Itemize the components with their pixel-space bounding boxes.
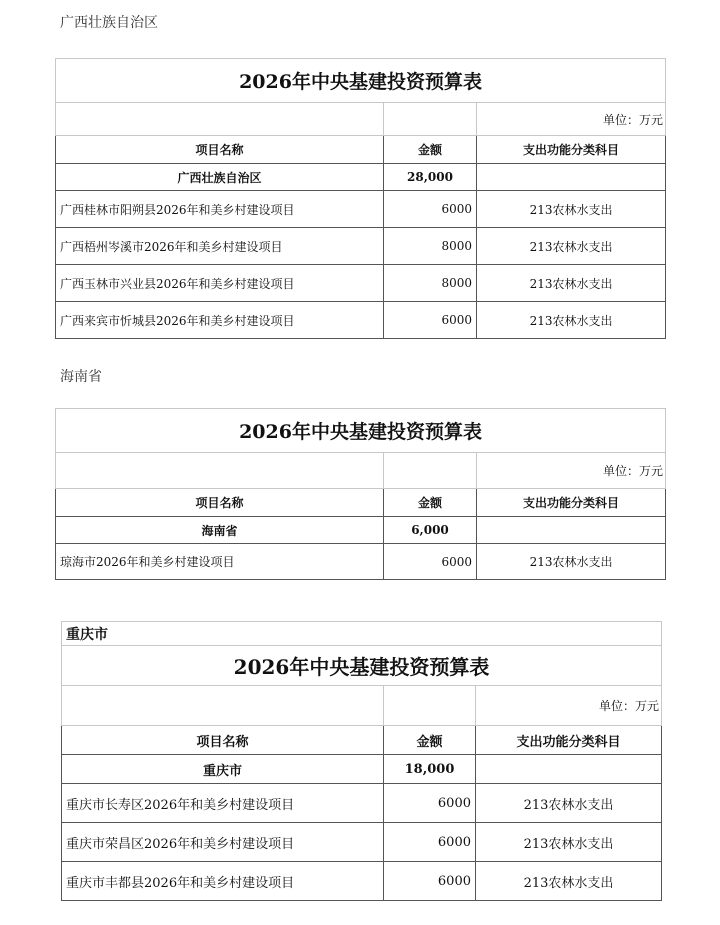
project-name: 广西玉林市兴业县2026年和美乡村建设项目 [56, 265, 384, 302]
budget-table-chongqing [61, 621, 662, 901]
project-category: 213农林水支出 [477, 544, 666, 580]
total-row [56, 164, 666, 191]
project-amount: 6000 [384, 302, 477, 339]
header-category: 支出功能分类科目 [477, 489, 666, 517]
header-amount: 金额 [384, 489, 477, 517]
table-row [56, 544, 666, 580]
project-amount: 6000 [384, 191, 477, 228]
project-name: 重庆市长寿区2026年和美乡村建设项目 [62, 784, 384, 823]
project-amount: 6000 [384, 862, 476, 901]
table-title: 2026年中央基建投资预算表 [62, 646, 662, 686]
region-label-chongqing: 重庆市 [62, 622, 662, 646]
project-name: 广西来宾市忻城县2026年和美乡村建设项目 [56, 302, 384, 339]
table-title: 2026年中央基建投资预算表 [56, 409, 666, 453]
budget-table-guangxi [55, 58, 666, 339]
total-name: 广西壮族自治区 [56, 164, 384, 191]
total-amount: 18,000 [384, 755, 476, 784]
project-amount: 6000 [384, 823, 476, 862]
header-category: 支出功能分类科目 [477, 136, 666, 164]
project-name: 广西梧州岑溪市2026年和美乡村建设项目 [56, 228, 384, 265]
project-amount: 8000 [384, 228, 477, 265]
project-category: 213农林水支出 [476, 784, 662, 823]
table-row [62, 823, 662, 862]
budget-table-hainan [55, 408, 666, 580]
total-row [56, 517, 666, 544]
project-name: 广西桂林市阳朔县2026年和美乡村建设项目 [56, 191, 384, 228]
project-category: 213农林水支出 [477, 191, 666, 228]
table-row [62, 784, 662, 823]
project-category: 213农林水支出 [476, 862, 662, 901]
project-amount: 8000 [384, 265, 477, 302]
total-amount: 28,000 [384, 164, 477, 191]
project-category: 213农林水支出 [476, 823, 662, 862]
table-row [62, 862, 662, 901]
project-amount: 6000 [384, 544, 477, 580]
total-name: 海南省 [56, 517, 384, 544]
table-row [56, 228, 666, 265]
header-amount: 金额 [384, 726, 476, 755]
total-amount: 6,000 [384, 517, 477, 544]
table-row [56, 265, 666, 302]
project-amount: 6000 [384, 784, 476, 823]
project-category: 213农林水支出 [477, 228, 666, 265]
project-name: 琼海市2026年和美乡村建设项目 [56, 544, 384, 580]
unit-label: 单位：万元 [477, 103, 666, 136]
unit-label: 单位：万元 [477, 453, 666, 489]
header-project-name: 项目名称 [56, 489, 384, 517]
header-project-name: 项目名称 [56, 136, 384, 164]
header-amount: 金额 [384, 136, 477, 164]
total-name: 重庆市 [62, 755, 384, 784]
header-category: 支出功能分类科目 [476, 726, 662, 755]
project-name: 重庆市丰都县2026年和美乡村建设项目 [62, 862, 384, 901]
header-project-name: 项目名称 [62, 726, 384, 755]
region-label-guangxi: 广西壮族自治区 [60, 15, 158, 31]
table-row [56, 302, 666, 339]
unit-label: 单位：万元 [476, 686, 662, 726]
total-row [62, 755, 662, 784]
table-title: 2026年中央基建投资预算表 [56, 59, 666, 103]
region-label-hainan: 海南省 [60, 369, 102, 385]
project-category: 213农林水支出 [477, 265, 666, 302]
project-category: 213农林水支出 [477, 302, 666, 339]
table-row [56, 191, 666, 228]
project-name: 重庆市荣昌区2026年和美乡村建设项目 [62, 823, 384, 862]
